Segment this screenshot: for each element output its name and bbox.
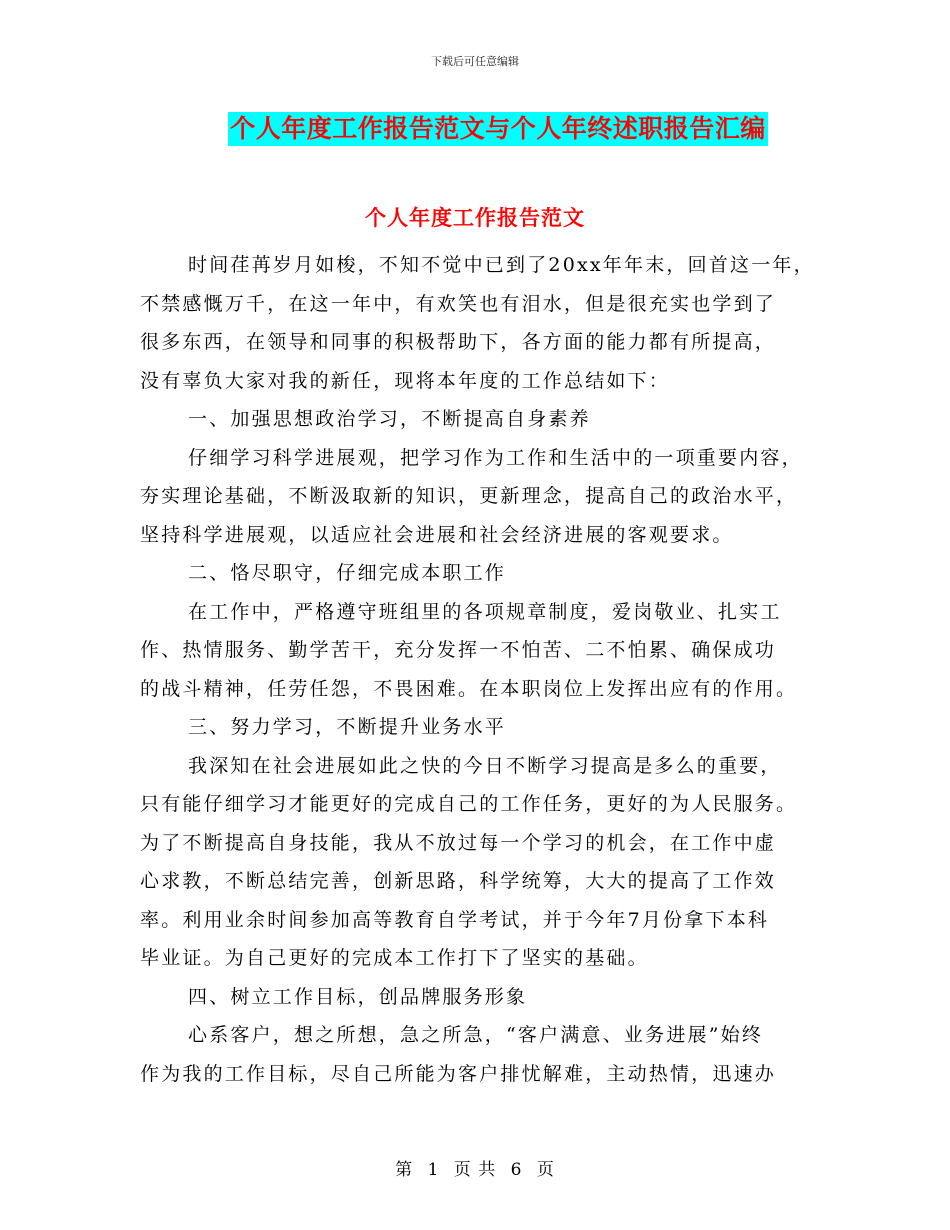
text-line: 不禁感慨万千，在这一年中，有欢笑也有泪水，但是很充实也学到了 — [140, 292, 777, 315]
text-line: 为了不断提高自身技能，我从不放过每一个学习的机会，在工作中虚 — [140, 831, 777, 854]
text-line: 很多东西，在领导和同事的积极帮助下，各方面的能力都有所提高， — [140, 331, 777, 353]
text-line: 的战斗精神，任劳任怨，不畏困难。在本职岗位上发挥出应有的作用。 — [140, 677, 798, 700]
footer-page-number: 1 — [427, 1160, 440, 1180]
main-title: 个人年度工作报告范文与个人年终述职报告汇编 — [228, 112, 768, 146]
section-title: 个人年度工作报告范文 — [365, 205, 585, 230]
footer-middle: 页 共 — [453, 1160, 497, 1180]
text-line: 没有辜负大家对我的新任，现将本年度的工作总结如下： — [140, 369, 671, 392]
text-line: 一、加强思想政治学习，不断提高自身素养 — [188, 408, 591, 430]
page-footer — [0, 1155, 950, 1180]
footer-total-pages: 6 — [510, 1160, 523, 1180]
text-line: 三、努力学习，不断提升业务水平 — [188, 716, 507, 738]
text-line: 四、树立工作目标，创品牌服务形象 — [188, 985, 528, 1008]
text-line: 心求教，不断总结完善，创新思路，科学统筹，大大的提高了工作效 — [140, 870, 777, 892]
footer-prefix: 第 — [395, 1160, 414, 1180]
text-line: 毕业证。为自己更好的完成本工作打下了坚实的基础。 — [140, 947, 649, 969]
text-line: 二、恪尽职守，仔细完成本职工作 — [188, 562, 507, 584]
text-line: 我深知在社会进展如此之快的今日不断学习提高是多么的重要， — [188, 754, 782, 777]
text-line: 心系客户，想之所想，急之所急，“客户满意、业务进展”始终 — [188, 1024, 764, 1046]
footer-suffix: 页 — [536, 1160, 555, 1180]
text-line: 作、热情服务、勤学苦干，充分发挥一不怕苦、二不怕累、确保成功 — [140, 639, 777, 661]
text-line: 坚持科学进展观，以适应社会进展和社会经济进展的客观要求。 — [140, 523, 734, 546]
body-text — [140, 250, 820, 1097]
text-line: 只有能仔细学习才能更好的完成自己的工作任务，更好的为人民服务。 — [140, 793, 798, 815]
text-line: 在工作中，严格遵守班组里的各项规章制度，爱岗敬业、扎实工 — [188, 600, 782, 623]
main-title-container — [0, 112, 950, 146]
text-line: 时间荏苒岁月如梭，不知不觉中已到了20xx年年末，回首这一年， — [188, 254, 815, 276]
text-line: 率。利用业余时间参加高等教育自学考试，并于今年7月份拿下本科 — [140, 908, 770, 931]
header-note: 下载后可任意编辑 — [431, 55, 519, 68]
text-line: 夯实理论基础，不断汲取新的知识，更新理念，提高自己的政治水平， — [140, 485, 798, 507]
text-line: 作为我的工作目标，尽自己所能为客户排忧解难，主动热情，迅速办 — [140, 1062, 777, 1085]
text-line: 仔细学习科学进展观，把学习作为工作和生活中的一项重要内容， — [188, 446, 803, 469]
